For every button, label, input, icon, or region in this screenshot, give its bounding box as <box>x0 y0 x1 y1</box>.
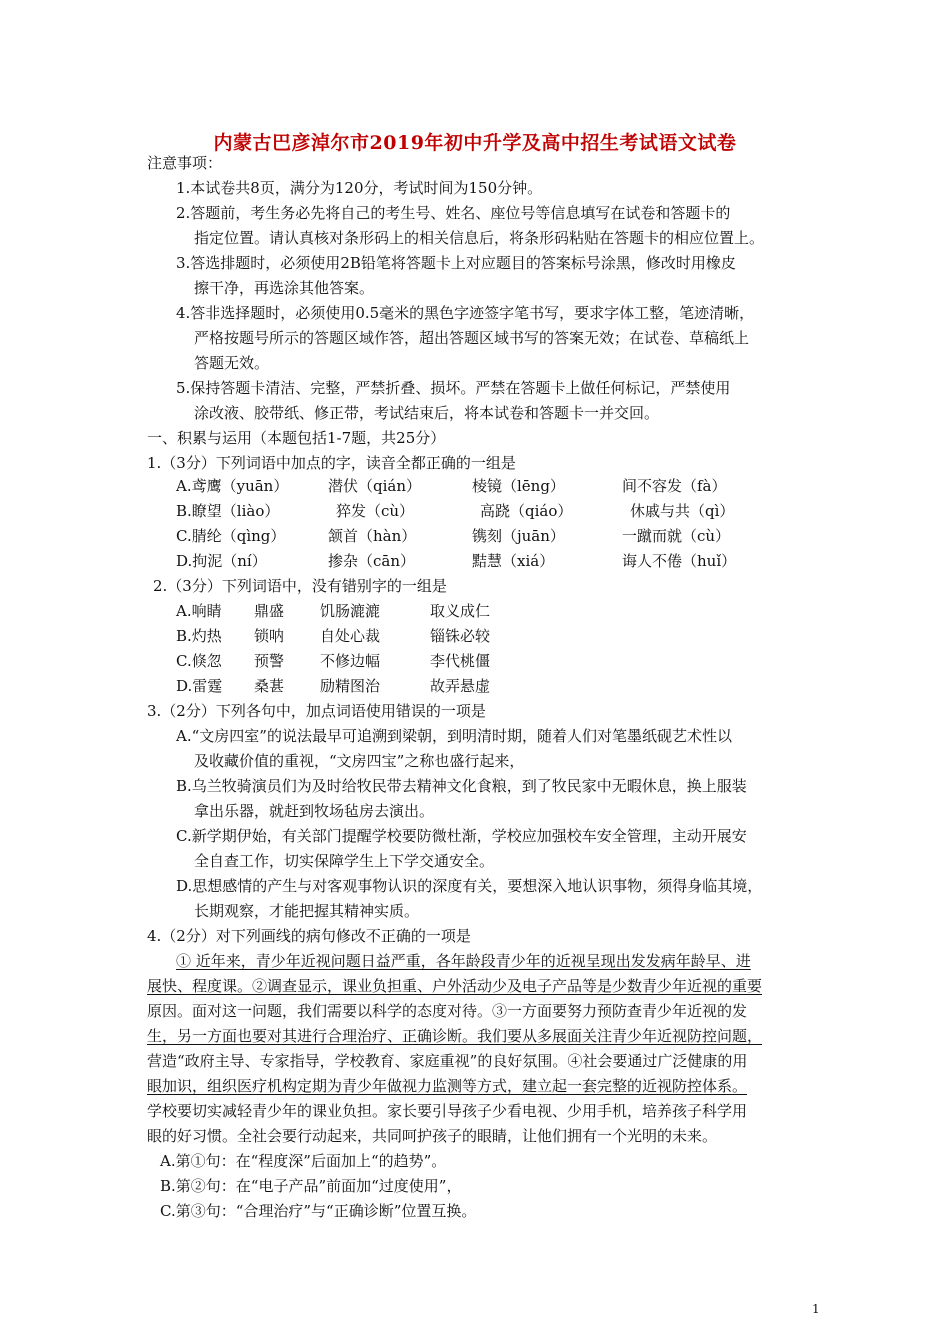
q1-option-c-3: 镌刻（juān） <box>472 527 565 545</box>
notice-line: 5.保持答题卡清洁、完整，严禁折叠、损坏。严禁在答题卡上做任何标记，严禁使用 <box>176 379 731 397</box>
q1-option-a-4: 间不容发（fà） <box>622 477 727 495</box>
q3-option-a-line-1: A.“文房四室”的说法最早可追溯到梁朝，到明清时期，随着人们对笔墨纸砚艺术性以 <box>176 727 732 745</box>
q1-option-c-1: C.腈纶（qìng） <box>176 527 286 545</box>
q1-option-d-3: 黠慧（xiá） <box>472 552 555 570</box>
q2-option-c-3: 不修边幅 <box>320 652 381 670</box>
notice-line: 指定位置。请认真核对条形码上的相关信息后，将条形码粘贴在答题卡的相应位置上。 <box>194 229 765 247</box>
q2-option-b-4: 锱铢必较 <box>430 627 491 645</box>
q4-passage-line: 学校要切实减轻青少年的课业负担。家长要引导孩子少看电视、少用手机，培养孩子科学用 <box>147 1102 748 1120</box>
q3-option-b-line-2: 拿出乐器，就赶到牧场毡房去演出。 <box>194 802 435 820</box>
q4-passage-line: 营造“政府主导、专家指导，学校教育、家庭重视”的良好氛围。④社会要通过广泛健康的用 <box>147 1052 748 1070</box>
q2-option-c-2: 预警 <box>254 652 285 670</box>
q4-passage-line: 原因。面对这一问题，我们需要以科学的态度对待。③一方面要努力预防查青少年近视的发 <box>147 1002 748 1020</box>
q1-option-c-4: 一蹴而就（cù） <box>622 527 731 545</box>
q2-option-d-3: 励精图治 <box>320 677 381 695</box>
notice-line: 2.答题前，考生务必先将自己的考生号、姓名、座位号等信息填写在试卷和答题卡的 <box>176 204 731 222</box>
notice-line: 3.答选排题时，必须使用2B铅笔将答题卡上对应题目的答案标号涂黑，修改时用橡皮 <box>176 254 736 272</box>
q2-option-d-2: 桑葚 <box>254 677 285 695</box>
q3-option-d-line-1: D.思想感情的产生与对客观事物认识的深度有关，要想深入地认识事物，须得身临其境， <box>176 877 763 895</box>
notice-heading: 注意事项： <box>147 154 223 172</box>
q3-option-c-line-1: C.新学期伊始，有关部门提醒学校要防微杜渐，学校应加强校车安全管理，主动开展安 <box>176 827 747 845</box>
q2-option-d-4: 故弄悬虚 <box>430 677 491 695</box>
q4-passage-line: 眼的好习惯。全社会要行动起来，共同呵护孩子的眼睛，让他们拥有一个光明的未来。 <box>147 1127 718 1145</box>
q2-option-d-1: D.雷霆 <box>176 677 223 695</box>
q1-option-b-1: B.瞭望（liào） <box>176 502 280 520</box>
q1-option-d-2: 掺杂（cān） <box>328 552 416 570</box>
question-2-stem: 2.（3分）下列词语中，没有错别字的一组是 <box>153 577 447 595</box>
q4-passage-line: 眼加识，组织医疗机构定期为青少年做视力监测等方式，建立起一套完整的近视防控体系。 <box>147 1077 748 1095</box>
question-4-stem: 4.（2分）对下列画线的病句修改不正确的一项是 <box>147 927 471 945</box>
q4-passage-line: 生，另一方面也要对其进行合理治疗、正确诊断。我们要从多展面关注青少年近视防控问题， <box>147 1027 763 1045</box>
q2-option-a-3: 饥肠漉漉 <box>320 602 381 620</box>
question-1-stem: 1.（3分）下列词语中加点的字，读音全都正确的一组是 <box>147 454 516 472</box>
q1-option-b-3: 高跷（qiáo） <box>480 502 573 520</box>
q4-option-b: B.第②句：在“电子产品”前面加“过度使用”， <box>160 1177 462 1195</box>
q1-option-b-2: 猝发（cù） <box>336 502 415 520</box>
q1-option-d-4: 诲人不倦（huǐ） <box>622 552 737 570</box>
q3-option-a-line-2: 及收藏价值的重视，“文房四宝”之称也盛行起来， <box>194 752 525 770</box>
q2-option-c-4: 李代桃僵 <box>430 652 491 670</box>
q2-option-a-2: 鼎盛 <box>254 602 285 620</box>
q2-option-c-1: C.倏忽 <box>176 652 222 670</box>
q1-option-a-2: 潜伏（qián） <box>328 477 422 495</box>
notice-line: 严格按题号所示的答题区域作答，超出答题区域书写的答案无效；在试卷、草稿纸上 <box>194 329 750 347</box>
q4-option-c: C.第③句：“合理治疗”与“正确诊断”位置互换。 <box>160 1202 477 1220</box>
q4-option-a: A.第①句：在“程度深”后面加上“的趋势”。 <box>160 1152 447 1170</box>
notice-line: 擦干净，再选涂其他答案。 <box>194 279 375 297</box>
q3-option-b-line-1: B.乌兰牧骑演员们为及时给牧民带去精神文化食粮，到了牧民家中无暇休息，换上服装 <box>176 777 747 795</box>
q3-option-c-line-2: 全自查工作，切实保障学生上下学交通安全。 <box>194 852 495 870</box>
section-heading: 一、积累与运用（本题包括1-7题，共25分） <box>147 429 446 447</box>
notice-line: 涂改液、胶带纸、修正带，考试结束后，将本试卷和答题卡一并交回。 <box>194 404 660 422</box>
q2-option-b-2: 锁呐 <box>254 627 285 645</box>
q1-option-c-2: 颔首（hàn） <box>328 527 417 545</box>
q2-option-b-3: 自处心裁 <box>320 627 381 645</box>
notice-line: 答题无效。 <box>194 354 270 372</box>
notice-line: 1.本试卷共8页，满分为120分，考试时间为150分钟。 <box>176 179 543 197</box>
exam-title: 内蒙古巴彦淖尔市2019年初中升学及高中招生考试语文试卷 <box>213 132 737 154</box>
q1-option-d-1: D.拘泥（ní） <box>176 552 267 570</box>
q2-option-b-1: B.灼热 <box>176 627 222 645</box>
notice-line: 4.答非选择题时，必须使用0.5毫米的黑色字迹签字笔书写，要求字体工整，笔迹清晰， <box>176 304 755 322</box>
q1-option-b-4: 休戚与共（qì） <box>630 502 735 520</box>
q1-option-a-1: A.鸢鹰（yuān） <box>176 477 289 495</box>
q2-option-a-4: 取义成仁 <box>430 602 491 620</box>
q4-passage-line: ① 近年来，青少年近视问题日益严重，各年龄段青少年的近视呈现出发发病年龄早、进 <box>176 952 751 970</box>
q1-option-a-3: 棱镜（lēng） <box>472 477 565 495</box>
q3-option-d-line-2: 长期观察，才能把握其精神实质。 <box>194 902 420 920</box>
q4-passage-line: 展快、程度课。②调查显示，课业负担重、户外活动少及电子产品等是少数青少年近视的重要 <box>147 977 763 995</box>
q2-option-a-1: A.响睛 <box>176 602 222 620</box>
page-number: 1 <box>812 1302 820 1316</box>
question-3-stem: 3.（2分）下列各句中，加点词语使用错误的一项是 <box>147 702 486 720</box>
